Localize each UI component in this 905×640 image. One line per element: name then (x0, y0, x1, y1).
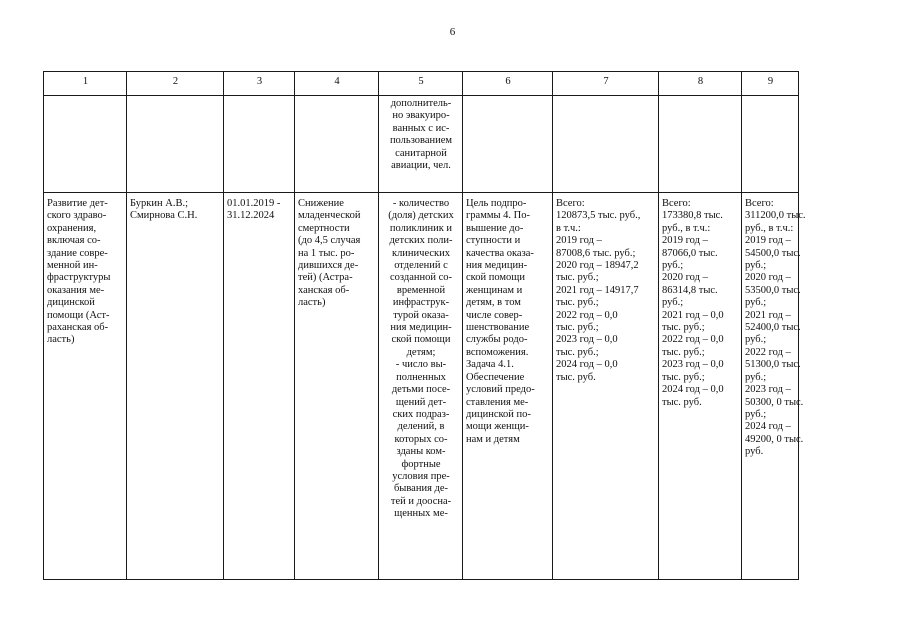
cell-text-line: ских подраз- (392, 408, 450, 420)
cell-text-line: 2024 год – 0,0 (662, 384, 724, 396)
header-cell: 8 (659, 72, 742, 96)
funding-cell-9 (742, 193, 806, 580)
cell-text-line: помощи (Аст- (47, 309, 110, 321)
cell-text-line: 2020 год – (662, 272, 708, 284)
cell-text-line: смертности (298, 222, 350, 234)
cell-text-line: пользованием (389, 135, 453, 147)
cell-text-line: нам и детям (466, 433, 520, 445)
cell-text-line: 31.12.2024 (227, 210, 275, 222)
cell-text-line: раханская об- (47, 322, 109, 334)
project-name-cell (44, 193, 127, 580)
program-table (43, 71, 806, 580)
cell-text-line: здание совре- (47, 247, 108, 259)
cell-text-line: младенческой (298, 210, 361, 222)
cell-text-line: 2019 год – (556, 235, 602, 247)
cell-text-line: детьми посе- (391, 384, 451, 396)
cell-text-line: дившихся де- (298, 260, 359, 272)
cell-text-line: отделений с (394, 260, 448, 272)
cell-text-line: 2021 год – (745, 309, 791, 321)
period-cell (224, 193, 295, 580)
cell-text-line: 2023 год – 0,0 (556, 334, 618, 346)
cell-text-line: тей и дооснa- (390, 495, 452, 507)
cell-text-line: руб., в т.ч.: (662, 222, 711, 234)
cell-text-line: тыс. руб.; (556, 297, 599, 309)
cell-text-line: щений дет- (395, 396, 447, 408)
cell-text-line: ния медицин- (390, 322, 452, 334)
cell-text-line: ханская об- (298, 284, 350, 296)
cell-text-line: тыс. руб.; (556, 346, 599, 358)
cell-text-line: 87008,6 тыс. руб.; (556, 247, 636, 259)
cell-text-line: тыс. руб. (556, 371, 596, 383)
cell-text-line: тыс. руб.; (662, 346, 705, 358)
cell-text-line: шенствование (466, 322, 530, 334)
cell-text-line: 2023 год – (745, 384, 791, 396)
cell-text-line: 2021 год – 0,0 (662, 309, 724, 321)
cell-text-line: Задача 4.1. (466, 359, 514, 371)
cell-text-line: 86314,8 тыс. (662, 284, 718, 296)
cell-text-line: 2020 год – (745, 272, 791, 284)
header-cell: 7 (553, 72, 659, 96)
cell-text-line: руб.; (745, 371, 767, 383)
cell-text-line: - количество (392, 198, 450, 209)
header-cell: 6 (463, 72, 553, 96)
cell-text-line: руб.; (745, 297, 767, 309)
cell-text-line: женщинам и (466, 284, 523, 296)
cell-text-line: ской помощи (466, 272, 525, 284)
cell-text-line: ского здраво- (47, 210, 107, 222)
cell-text-line: 53500,0 тыс. (745, 284, 801, 296)
cell-text-line: дицинской по- (466, 408, 531, 420)
header-cell: 3 (224, 72, 295, 96)
cell-text-line: мощи женщи- (466, 421, 529, 433)
cell-text-line: 2022 год – 0,0 (556, 309, 618, 321)
cell-text-line: тыс. руб.; (662, 371, 705, 383)
table-cell (127, 96, 224, 193)
cell-text-line: тыс. руб.; (662, 322, 705, 334)
table-row (44, 193, 799, 580)
cell-text-line: охранения, (47, 222, 97, 234)
cell-text-line: (доля) детских (388, 210, 454, 222)
funding-cell-7 (553, 193, 659, 580)
cell-text-line: ванных с ис- (392, 122, 450, 134)
cell-text-line: 01.01.2019 - (227, 198, 281, 209)
cell-text-line: дополнитель- (390, 98, 452, 109)
cell-text-line: 51300,0 тыс. (745, 359, 801, 371)
cell-text-line: фортные (401, 458, 441, 470)
header-cell: 2 (127, 72, 224, 96)
cell-text-line: 2024 год – 0,0 (556, 359, 618, 371)
cell-text-line: 120873,5 тыс. руб., (556, 210, 641, 222)
cell-text-line: зданы ком- (396, 446, 446, 458)
cell-text-line: 50300, 0 тыс. (745, 396, 804, 408)
header-cell: 1 (44, 72, 127, 96)
cell-text-line: клинических (391, 247, 451, 259)
cell-text-line: Всего: (745, 198, 774, 209)
cell-text-line: включая со- (47, 235, 101, 247)
table-cell (44, 96, 127, 193)
cell-text-line: службы родо- (466, 334, 528, 346)
cell-text-line: в т.ч.: (556, 222, 581, 234)
cell-text-line: граммы 4. По- (466, 210, 531, 222)
cell-text-line: созданной со- (389, 272, 452, 284)
indicator-continuation-cell (379, 96, 463, 193)
cell-text-line: 2022 год – 0,0 (662, 334, 724, 346)
cell-text-line: Снижение (298, 198, 344, 209)
cell-text-line: Буркин А.В.; (130, 198, 188, 209)
cell-text-line: условий предо- (466, 384, 535, 396)
table-cell (224, 96, 295, 193)
cell-text-line: 2021 год – 14917,7 (556, 284, 639, 296)
table-cell (463, 96, 553, 193)
cell-text-line: Всего: (662, 198, 691, 209)
cell-text-line: тыс. руб. (662, 396, 702, 408)
cell-text-line: тей) (Астра- (298, 272, 353, 284)
cell-text-line: тыс. руб.; (556, 272, 599, 284)
cell-text-line: Цель подпро- (466, 198, 527, 209)
cell-text-line: 173380,8 тыс. (662, 210, 723, 222)
continuation-row (44, 96, 799, 193)
cell-text-line: санитарной (395, 147, 447, 159)
cell-text-line: на 1 тыс. ро- (298, 247, 355, 259)
cell-text-line: Обеспечение (466, 371, 525, 383)
cell-text-line: 52400,0 тыс. (745, 322, 801, 334)
cell-text-line: делений, в (397, 421, 445, 433)
cell-text-line: Всего: (556, 198, 585, 209)
cell-text-line: ставления ме- (466, 396, 529, 408)
cell-text-line: руб., в т.ч.: (745, 222, 794, 234)
cell-text-line: авиации, чел. (391, 160, 451, 172)
cell-text-line: 2024 год – (745, 421, 791, 433)
cell-text-line: но эвакуиро- (392, 110, 450, 122)
funding-cell-8 (659, 193, 742, 580)
cell-text-line: инфраструк- (392, 297, 450, 309)
header-cell: 5 (379, 72, 463, 96)
cell-text-line: качества оказа- (466, 247, 534, 259)
page-number: 6 (449, 26, 456, 38)
cell-text-line: руб.; (745, 260, 767, 272)
cell-text-line: 87066,0 тыс. (662, 247, 718, 259)
goal-cell (295, 193, 379, 580)
cell-text-line: 2019 год – (745, 235, 791, 247)
indicators-cell (379, 193, 463, 580)
header-row (44, 72, 799, 96)
header-cell: 9 (742, 72, 799, 96)
table-cell (295, 96, 379, 193)
subprogram-goal-cell (463, 193, 553, 580)
table-cell (659, 96, 742, 193)
cell-text-line: тыс. руб.; (556, 322, 599, 334)
cell-text-line: полненных (396, 371, 446, 383)
cell-text-line: дицинской (47, 297, 95, 309)
cell-text-line: руб. (745, 446, 764, 458)
cell-text-line: детских поли- (389, 235, 453, 247)
cell-text-line: условия пре- (392, 470, 450, 482)
cell-text-line: ской помощи (391, 334, 451, 346)
cell-text-line: ласть) (47, 334, 75, 346)
table-cell (742, 96, 799, 193)
cell-text-line: вышение до- (466, 222, 524, 234)
cell-text-line: 49200, 0 тыс. (745, 433, 804, 445)
cell-text-line: Развитие дет- (47, 198, 108, 209)
cell-text-line: - число вы- (395, 359, 447, 371)
cell-text-line: ступности и (466, 235, 521, 247)
cell-text-line: детям, в том (466, 297, 521, 309)
cell-text-line: детям; (406, 346, 436, 358)
cell-text-line: ласть) (298, 297, 326, 309)
cell-text-line: менной ин- (47, 260, 98, 272)
cell-text-line: 2020 год – 18947,2 (556, 260, 639, 272)
cell-text-line: руб.; (662, 297, 684, 309)
cell-text-line: ния медицин- (466, 260, 528, 272)
table-cell (553, 96, 659, 193)
cell-text-line: руб.; (662, 260, 684, 272)
cell-text-line: бывания де- (393, 483, 449, 495)
cell-text-line: поликлиник и (389, 222, 453, 234)
cell-text-line: временной (396, 284, 446, 296)
cell-text-line: оказания ме- (47, 284, 105, 296)
cell-text-line: вспоможения. (466, 346, 529, 358)
cell-text-line: турой оказа- (393, 309, 449, 321)
cell-text-line: 2019 год – (662, 235, 708, 247)
cell-text-line: руб.; (745, 408, 767, 420)
responsible-cell (127, 193, 224, 580)
cell-text-line: Смирнова С.Н. (130, 210, 198, 222)
cell-text-line: 2022 год – (745, 346, 791, 358)
cell-text-line: (до 4,5 случая (298, 235, 361, 247)
cell-text-line: фраструктуры (47, 272, 111, 284)
cell-text-line: которых со- (394, 433, 448, 445)
cell-text-line: 54500,0 тыс. (745, 247, 801, 259)
cell-text-line: 2023 год – 0,0 (662, 359, 724, 371)
cell-text-line: числе совер- (466, 309, 523, 321)
cell-text-line: 311200,0 тыс. (745, 210, 806, 222)
cell-text-line: щенных ме- (394, 508, 448, 520)
cell-text-line: руб.; (745, 334, 767, 346)
header-cell: 4 (295, 72, 379, 96)
